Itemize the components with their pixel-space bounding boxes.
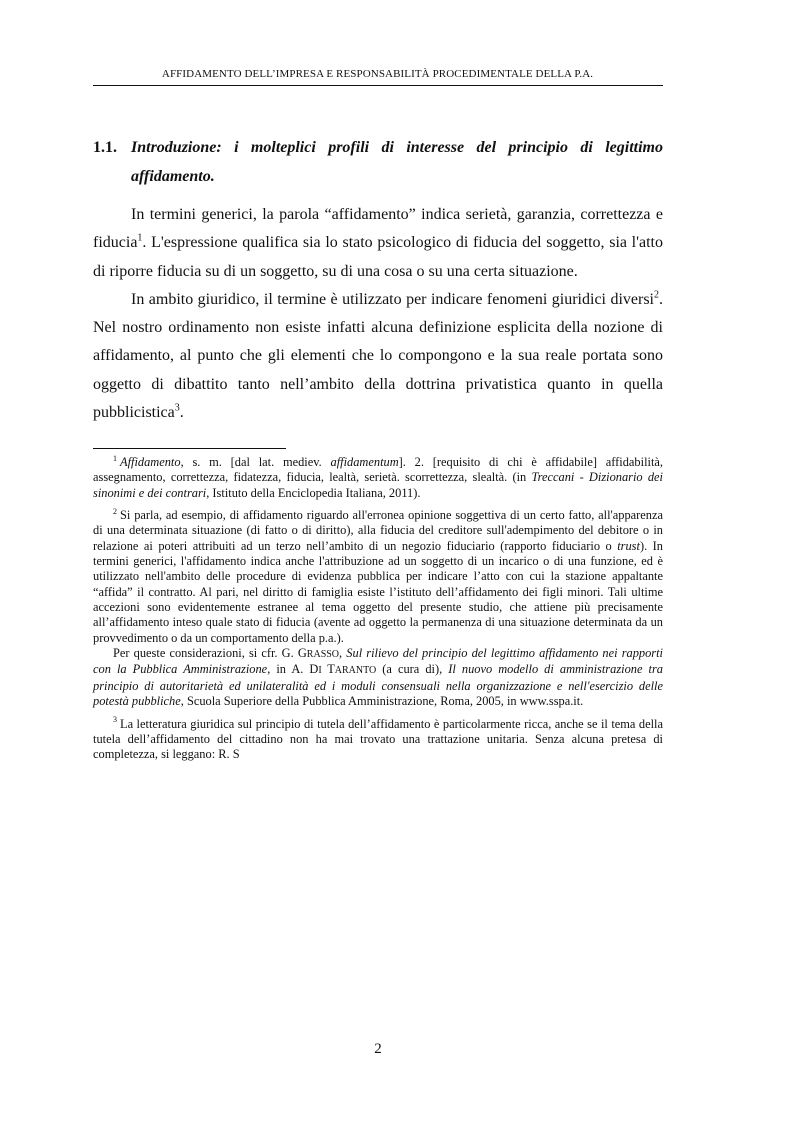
footnote-3-text: La letteratura giuridica sul principio di tutela dell’affidamento è particolarmente ricca, anche se il tema della tutela dell’affidamento del cittadino non ha mai trovato una trattazione unitaria. Senza alcuna pretesa di completezza, si leggano: R. S [93,716,663,762]
body-text [93,201,663,427]
footnote-2-cont-i: (a cura di), [376,662,449,677]
footnote-1-latin: affidamentum [330,455,399,469]
footnote-1-term: Affidamento [120,455,181,469]
footnote-2-mark: 2 [113,506,117,516]
footnote-2-cont-e: , in A. D [267,662,319,677]
header-rule [93,85,663,86]
paragraph-1-text-b: . L'espressione qualifica sia lo stato psicologico di fiducia del soggetto, sia l'atto di riporre fiducia su di un soggetto, su di una cosa o su una certa situazione. [93,234,663,280]
footnote-1-mark: 1 [113,453,117,463]
footnote-2 [93,508,663,646]
footnote-2-cont-d: Sul rilievo del principio del legittimo affidamento nei rapporti con la Pubblica Amministrazione [93,646,664,677]
footnote-2-continuation [93,646,663,709]
footnote-1-text-b: , s. m. [dal lat. mediev. [180,455,331,469]
footnote-ref-3: 3 [174,402,180,414]
running-header [93,68,662,80]
footnotes [93,455,663,763]
footnote-2-cont-a: Per queste considerazioni, si cfr. G. G [113,646,307,661]
paragraph-2-text-a: In ambito giuridico, il termine è utilizzato per indicare fenomeni giuridici diversi [131,290,654,308]
footnote-2-cont-k: , Scuola Superiore della Pubblica Amministrazione, Roma, 2005, in www.sspa.it. [180,694,584,709]
section-heading [93,133,663,191]
footnote-2-cont-f: I [318,665,328,677]
footnote-1-source: Treccani - Dizionario dei sinonimi e dei contrari [93,470,663,500]
footnote-ref-1: 1 [137,232,143,244]
footnote-2-cont-h: ARANTO [334,665,377,677]
footnote-3 [93,717,663,763]
footnote-2-trust: trust [617,538,640,553]
footnote-2-cont-g: T [327,662,335,677]
running-header-text: AFFIDAMENTO DELL’IMPRESA E RESPONSABILITÀ PROCEDIMENTALE DELLA P.A. [161,68,594,80]
footnote-2-text-a: Si parla, ad esempio, di affidamento riguardo all'erronea opinione soggettiva di un certo fatto, all'apparenza di una determinata situazione (di fatto o di diritto), alla fiducia del creditore sull'adempimento del debitore o in relazione ai poteri attribuiti ad un terzo nell’ambito di un negozio fiduciario (rapporto fiduciario o [93,508,663,553]
footnote-1 [93,455,663,501]
page-number: 2 [374,1041,382,1057]
section-number: 1.1. [93,139,117,156]
footnote-2-cont-b: RASSO [306,649,340,661]
paragraph-1-text-a: In termini generici, la parola “affidamento” indica serietà, garanzia, correttezza e fiducia [93,206,663,252]
footnote-ref-2: 2 [654,289,659,301]
paragraph-2 [93,286,663,427]
paragraph-2-text-c: . [179,404,184,422]
paragraph-1 [93,201,663,286]
footnote-2-cont-c: , [339,646,347,661]
footnote-1-text-d: ]. 2. [requisito di chi è affidabile] affidabilità, assegnamento, correttezza, fidatezza, fiducia, lealtà, serietà. scorrettezza, slealtà. (in [93,455,663,485]
footnote-3-mark: 3 [113,715,117,725]
section-title-line2: affidamento. [131,168,215,185]
paragraph-2-text-b: . Nel nostro ordinamento non esiste infatti alcuna definizione esplicita della nozione di affidamento, al punto che gli elementi che lo compongono e la sua reale portata sono oggetto di dibattito tanto nell’ambito della dottrina privatistica quanto in quella pubblicistica [93,290,663,422]
footnote-1-text-f: , Istituto della Enciclopedia Italiana, 2011). [206,485,421,500]
section-title-line1: Introduzione: i molteplici profili di interesse del principio di legittimo [131,139,663,156]
footnote-separator [93,448,286,449]
footnote-2-text-c: ). In termini generici, l'affidamento indica anche l'attribuzione ad un soggetto di un incarico o di una funzione, ed è utilizzato nell'ambito delle procedure di evidenza pubblica per indicare l’atto con cui la stazione appaltante “affida” il contratto. Al pari, nel diritto di famiglia esiste l’istituto dell’affidamento dei figli minori. Tali ultime accezioni sono evidentemente estranee al tema oggetto del presente studio, che attiene più precisamente all’affidamento inteso quale stato di fiducia (avente ad oggetto la permanenza di una situazione determinata da un provvedimento o da un comportamento della p.a.). [93,538,663,645]
footnote-2-cont-j: Il nuovo modello di amministrazione tra principio di autoritarietà ed unilateralità ed i moduli consensuali nella organizzazione e nell'esercizio delle potestà pubbliche [93,662,663,709]
section-heading-line1 [93,133,663,162]
